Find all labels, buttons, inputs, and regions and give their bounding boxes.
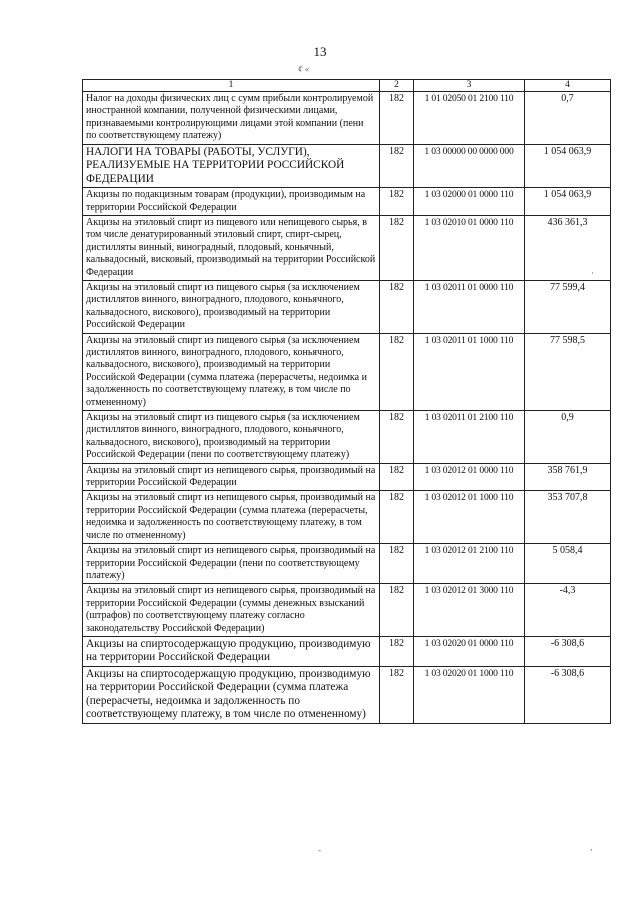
row-amount: -4,3 bbox=[525, 584, 611, 637]
row-description: Акцизы на этиловый спирт из непищевого сырья, производимый на территории Российской Федерации (сумма платежа (перерасчеты, недоимка и задолженность по соответствующему платежу, в том числе по отмененному) bbox=[83, 491, 380, 544]
row-description: Акцизы на этиловый спирт из непищевого сырья, производимый на территории Российской Федерации (суммы денежных взысканий (штрафов) по соответствующему платежу согласно законодательству Российской Федерации) bbox=[83, 584, 380, 637]
row-amount: 1 054 063,9 bbox=[525, 188, 611, 216]
table-row bbox=[83, 584, 611, 637]
row-budget-code: 1 03 02011 01 2100 110 bbox=[414, 411, 525, 464]
row-budget-code: 1 01 02050 01 2100 110 bbox=[414, 92, 525, 145]
table-row bbox=[83, 666, 611, 723]
row-amount: 1 054 063,9 bbox=[525, 144, 611, 188]
header-col-3: 3 bbox=[414, 80, 525, 92]
row-budget-code: 1 03 02011 01 1000 110 bbox=[414, 333, 525, 410]
row-description: Акцизы на спиртосодержащую продукцию, производимую на территории Российской Федерации bbox=[83, 636, 380, 666]
table-row bbox=[83, 463, 611, 491]
row-budget-code: 1 03 00000 00 0000 000 bbox=[414, 144, 525, 188]
table-row bbox=[83, 280, 611, 333]
row-amount: 353 707,8 bbox=[525, 491, 611, 544]
revenue-table bbox=[82, 79, 611, 724]
row-description: НАЛОГИ НА ТОВАРЫ (РАБОТЫ, УСЛУГИ), РЕАЛИЗУЕМЫЕ НА ТЕРРИТОРИИ РОССИЙСКОЙ ФЕДЕРАЦИИ bbox=[83, 144, 380, 188]
table-row bbox=[83, 144, 611, 188]
stray-mark: , bbox=[590, 842, 593, 852]
row-admin-code: 182 bbox=[380, 144, 414, 188]
table-row bbox=[83, 411, 611, 464]
row-budget-code: 1 03 02000 01 0000 110 bbox=[414, 188, 525, 216]
row-description: Акцизы по подакцизным товарам (продукции), производимым на территории Российской Федерации bbox=[83, 188, 380, 216]
table-row bbox=[83, 544, 611, 584]
row-amount: -6 308,6 bbox=[525, 636, 611, 666]
stray-mark: · bbox=[591, 268, 594, 278]
row-amount: 0,7 bbox=[525, 92, 611, 145]
row-amount: 77 599,4 bbox=[525, 280, 611, 333]
row-description: Акцизы на этиловый спирт из пищевого сырья (за исключением дистиллятов винного, виноградного, плодового, коньячного, кальвадосного, вискового), производимый на территории Российской Федерации (пени по соответствующему платежу) bbox=[83, 411, 380, 464]
handwritten-mark: ¢ « bbox=[298, 64, 310, 74]
page-number: 13 bbox=[313, 44, 327, 59]
row-admin-code: 182 bbox=[380, 333, 414, 410]
row-budget-code: 1 03 02011 01 0000 110 bbox=[414, 280, 525, 333]
row-admin-code: 182 bbox=[380, 666, 414, 723]
row-admin-code: 182 bbox=[380, 188, 414, 216]
row-description: Акцизы на этиловый спирт из непищевого сырья, производимый на территории Российской Федерации (пени по соответствующему платежу) bbox=[83, 544, 380, 584]
stray-mark: - bbox=[318, 845, 321, 855]
row-amount: -6 308,6 bbox=[525, 666, 611, 723]
row-budget-code: 1 03 02012 01 2100 110 bbox=[414, 544, 525, 584]
table-row bbox=[83, 333, 611, 410]
row-admin-code: 182 bbox=[380, 280, 414, 333]
row-amount: 0,9 bbox=[525, 411, 611, 464]
row-description: Акцизы на этиловый спирт из пищевого сырья (за исключением дистиллятов винного, виноградного, плодового, коньячного, кальвадосного, вискового), производимый на территории Российской Федерации (сумма платежа (перерасчеты, недоимка и задолженность по соответствующему платежу, в том числе по отмененному) bbox=[83, 333, 380, 410]
row-description: Акцизы на этиловый спирт из пищевого сырья (за исключением дистиллятов винного, виноградного, плодового, коньячного, кальвадосного, вискового), производимый на территории Российской Федерации bbox=[83, 280, 380, 333]
table-row bbox=[83, 491, 611, 544]
row-amount: 5 058,4 bbox=[525, 544, 611, 584]
header-col-1: 1 bbox=[83, 80, 380, 92]
row-budget-code: 1 03 02012 01 0000 110 bbox=[414, 463, 525, 491]
row-admin-code: 182 bbox=[380, 215, 414, 280]
table-row bbox=[83, 92, 611, 145]
table-row bbox=[83, 188, 611, 216]
row-budget-code: 1 03 02012 01 3000 110 bbox=[414, 584, 525, 637]
row-amount: 436 361,3 bbox=[525, 215, 611, 280]
row-budget-code: 1 03 02020 01 1000 110 bbox=[414, 666, 525, 723]
row-admin-code: 182 bbox=[380, 463, 414, 491]
row-description: Налог на доходы физических лиц с сумм прибыли контролируемой иностранной компании, полученной физическими лицами, признаваемыми контролирующими лицами этой компании (пени по соответствующему платежу) bbox=[83, 92, 380, 145]
table-header-row bbox=[83, 80, 611, 92]
table-row bbox=[83, 215, 611, 280]
row-admin-code: 182 bbox=[380, 92, 414, 145]
row-amount: 77 598,5 bbox=[525, 333, 611, 410]
table-row bbox=[83, 636, 611, 666]
row-admin-code: 182 bbox=[380, 491, 414, 544]
row-admin-code: 182 bbox=[380, 636, 414, 666]
row-admin-code: 182 bbox=[380, 584, 414, 637]
row-budget-code: 1 03 02010 01 0000 110 bbox=[414, 215, 525, 280]
row-budget-code: 1 03 02020 01 0000 110 bbox=[414, 636, 525, 666]
header-col-2: 2 bbox=[380, 80, 414, 92]
header-col-4: 4 bbox=[525, 80, 611, 92]
row-budget-code: 1 03 02012 01 1000 110 bbox=[414, 491, 525, 544]
row-description: Акцизы на этиловый спирт из пищевого или непищевого сырья, в том числе денатурированный этиловый спирт, спирт-сырец, дистилляты винный, виноградный, плодовый, коньячный, кальвадосный, висковый, производимый на территории Российской Федерации bbox=[83, 215, 380, 280]
row-admin-code: 182 bbox=[380, 544, 414, 584]
row-description: Акцизы на спиртосодержащую продукцию, производимую на территории Российской Федерации (сумма платежа (перерасчеты, недоимка и задолженность по соответствующему платежу, в том числе по отмененному) bbox=[83, 666, 380, 723]
row-amount: 358 761,9 bbox=[525, 463, 611, 491]
row-description: Акцизы на этиловый спирт из непищевого сырья, производимый на территории Российской Федерации bbox=[83, 463, 380, 491]
row-admin-code: 182 bbox=[380, 411, 414, 464]
